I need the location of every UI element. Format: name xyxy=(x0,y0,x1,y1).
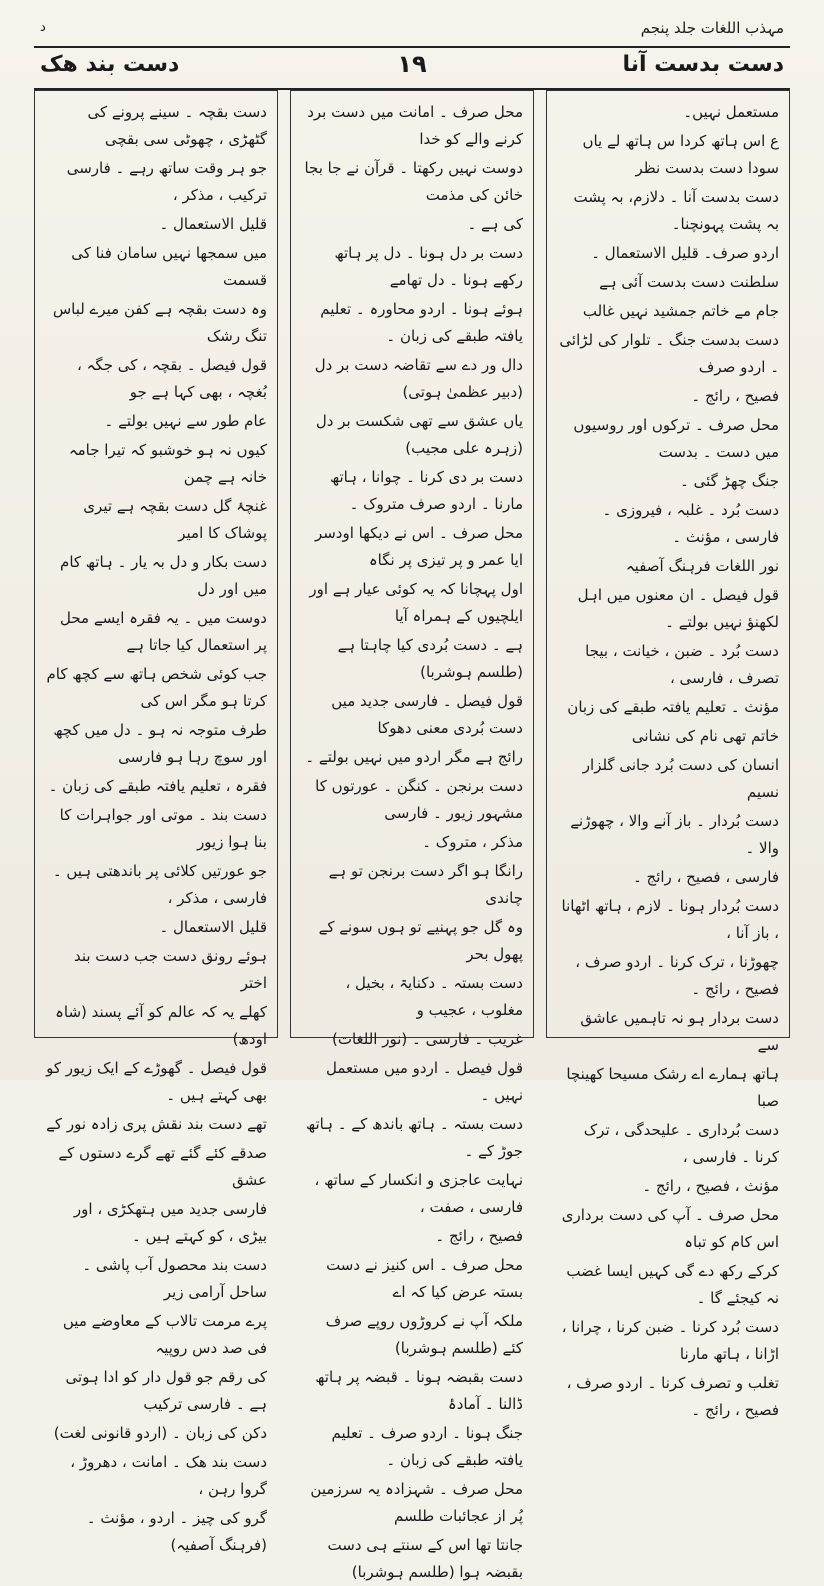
column-line: تھے دست بند نقش پری زادہ نور کے xyxy=(46,1115,267,1133)
column-line: محل صرف ۔ اس نے دیکھا اودسر ایا عمر و پر تیزی پر نگاہ xyxy=(314,524,523,569)
columns xyxy=(34,90,790,1581)
column-line: انسان کی دست بُرد جانی گلزار نسیم xyxy=(582,756,779,801)
column-line: مؤنث ۔ تعلیم یافتہ طبقے کی زبان xyxy=(567,698,779,716)
column-line: غنچۂ گل دست بقچہ ہے تیری پوشاک کا امیر xyxy=(83,497,267,542)
column-line: محل صرف ۔ ترکوں اور روسیوں میں دست ۔ بدست xyxy=(573,416,779,461)
column-line: تغلب و تصرف کرنا ۔ اردو صرف ، فصیح ، رائج ۔ xyxy=(566,1374,779,1419)
column-line: قول فیصل ۔ گھوڑے کے ایک زیور کو بھی کہتے ہیں ۔ xyxy=(46,1059,267,1104)
column-line: اول پہچانا کہ یہ کوئی عیار ہے اور ایلچیوں کے ہمراہ آیا xyxy=(309,580,523,625)
column-line: دکن کی زبان ۔ (اردو قانونی لغت) xyxy=(53,1424,267,1442)
column-line: دست بر دی کرنا ۔ چوانا ، ہاتھ مارنا ۔ اردو صرف متروک ۔ xyxy=(330,468,523,513)
page-number: ١٩ xyxy=(397,50,427,78)
column-line: دست بکار و دل بہ یار ۔ ہاتھ کام میں اور دل xyxy=(60,553,267,598)
column-line: دست بُردار ۔ باز آنے والا ، چھوڑنے والا ۔ xyxy=(570,812,779,857)
column-line: طرف متوجہ نہ ہو ۔ دل میں کچھ اور سوچ رہا ہو فارسی xyxy=(53,721,267,766)
column-right xyxy=(546,90,790,1419)
column-line: سلطنت دست بدست آئی ہے xyxy=(599,273,779,291)
column-line: قلیل الاستعمال ۔ xyxy=(159,215,267,233)
column-line: دوست میں ۔ یہ فقرہ ایسے محل پر استعمال کیا جاتا ہے xyxy=(60,609,267,654)
column-line: اردو صرف۔ قلیل الاستعمال ۔ xyxy=(591,244,779,262)
column-line: پرے مرمت تالاب کے معاوضے میں فی صد دس روپیہ xyxy=(62,1312,267,1357)
column-line: قلیل الاستعمال ۔ xyxy=(159,918,267,936)
column-line: محل صرف ۔ آپ کی دست برداری اس کام کو تباہ xyxy=(561,1206,779,1251)
column-line: دست بُرد کرنا ۔ ضبن کرنا ، چرانا ، اڑانا ، ہاتھ مارنا xyxy=(561,1318,779,1363)
column-left xyxy=(34,90,278,1554)
column-line: گرو کی چیز ۔ اردو ، مؤنث ۔ (فرہنگ آصفیہ) xyxy=(86,1509,267,1554)
last-headword: دست بند ھک xyxy=(40,52,180,77)
column-line: دست بستہ ۔ دکنایۃ ، بخیل ، مغلوب ، عجیب و xyxy=(345,974,523,1019)
column-line: فارسی جدید میں ہتھکڑی ، اور بیڑی ، کو کہتے ہیں ۔ xyxy=(73,1200,267,1245)
column-line: نور اللغات فرہنگ آصفیہ xyxy=(625,557,779,575)
journal-title: مہذب اللغات جلد پنجم xyxy=(640,19,784,37)
column-line: کی رقم جو قول دار کو ادا ہوتی ہے ۔ فارسی ترکیب xyxy=(65,1368,267,1413)
column-line: کرکے رکھ دے گی کہیں ایسا غضب نہ کیجئے گا ۔ xyxy=(566,1262,779,1307)
column-line: میں سمجھا نہیں سامان فنا کی قسمت xyxy=(71,244,267,289)
column-line: فقرہ ، تعلیم یافتہ طبقے کی زبان ۔ xyxy=(48,777,267,795)
column-line: دست بند ۔ موتی اور جواہرات کا بنا ہوا زیور xyxy=(59,806,267,851)
column-line: جنگ ہونا ۔ اردو صرف ۔ تعلیم یافتہ طبقے کی زبان ۔ xyxy=(331,1424,523,1469)
column-line: عام طور سے نہیں بولتے ۔ xyxy=(104,412,267,430)
column-line: محل صرف ۔ اس کنیز نے دست بستہ عرض کیا کہ اے xyxy=(326,1256,523,1301)
column-line: مستعمل نہیں۔ xyxy=(683,103,779,121)
running-head xyxy=(40,14,784,42)
column-line: مذکر ، متروک ۔ xyxy=(422,833,523,851)
column-line: رائج ہے مگر اردو میں نہیں بولتے ۔ xyxy=(305,748,523,766)
column-line: دست بُرد ۔ ضبن ، خیانت ، بیجا تصرف ، فارسی ، xyxy=(585,642,779,687)
column-line: دست بُرداری ۔ علیحدگی ، ترک کرنا ۔ فارسی ، xyxy=(583,1121,779,1166)
column-line: دوست نہیں رکھتا ۔ قرآن نے جا بجا خائن کی مذمت xyxy=(304,159,523,204)
column-line: صدقے کئے گئے تھے گرے دستوں کے عشق xyxy=(58,1144,267,1189)
column-line: جنگ چھڑ گئی ۔ xyxy=(680,472,779,490)
column-line: دست بدست جنگ ۔ تلوار کی لڑائی ۔ اردو صرف xyxy=(559,331,779,376)
column-line: قول فیصل ۔ بقچہ ، کی جگہ ، بُغچہ ، بھی کہا ہے جو xyxy=(77,356,267,401)
column-line: رانگا ہو اگر دست برنجن تو ہے چاندی xyxy=(328,862,523,907)
column-line: دست بُردار ہونا ۔ لازم ، ہاتھ اٹھانا ، باز آنا ، xyxy=(561,897,779,942)
column-line: وہ گل جو پہنیے تو ہوں سونے کے پھول بحر xyxy=(318,918,523,963)
column-line: دست بقبضہ ہونا ۔ قبضہ پر ہاتھ ڈالنا ۔ آمادۂ xyxy=(315,1368,523,1413)
column-line: دست بدست آنا ۔ دلازم، بہ پشت بہ پشت پہونچنا۔ xyxy=(573,188,779,233)
column-line: ملکہ آپ نے کروڑوں روپے صرف کئے (طلسم ہوشربا) xyxy=(325,1312,523,1357)
column-line: ہوئے ہونا ۔ اردو محاورہ ۔ تعلیم یافتہ طبقے کی زبان ۔ xyxy=(320,300,523,345)
column-line: یاں عشق سے تھی شکست بر دل (زہرہ علی مجیب) xyxy=(315,412,523,457)
column-line: جو ہر وقت ساتھ رہے ۔ فارسی ترکیب ، مذکر ، xyxy=(66,159,267,204)
column-line: دست بند محصول آب پاشی ۔ ساحل آرامی زیر xyxy=(82,1256,267,1301)
column-line: محل صرف ۔ شہزادہ یہ سرزمین پُر از عجائبات طلسم xyxy=(310,1480,523,1525)
first-headword: دست بدست آنا xyxy=(622,52,784,77)
column-line: خاتم تھی نام کی نشانی xyxy=(631,727,779,745)
column-line: کھلے یہ کہ عالم کو آئے پسند (شاہ اودھ) xyxy=(55,1003,267,1048)
column-line: دست بقچہ ۔ سینے پرونے کی گٹھڑی ، چھوٹی سی بقچی xyxy=(87,103,267,148)
column-line: مؤنث ، فصیح ، رائج ۔ xyxy=(642,1177,779,1195)
column-line: قول فیصل ۔ ان معنوں میں اہل لکھنؤ نہیں بولتے ۔ xyxy=(577,586,779,631)
column-line: دست بر دل ہونا ۔ دل پر ہاتھ رکھے ہونا ۔ دل تھامے xyxy=(334,244,523,289)
column-line: وہ دست بقچہ ہے کفن میرے لباس تنگ رشک xyxy=(52,300,267,345)
column-line: جو عورتیں کلائی پر باندھتی ہیں ۔ فارسی ، مذکر ، xyxy=(52,862,267,907)
column-line: دست بُرد ۔ غلبہ ، فیروزی ۔ فارسی ، مؤنث ۔ xyxy=(602,501,779,546)
header-band xyxy=(34,46,790,90)
column-line: غریب ۔ فارسی ۔ (نور اللغات) xyxy=(331,1030,523,1048)
column-line: محل صرف ۔ امانت میں دست برد کرنے والے کو خدا xyxy=(307,103,523,148)
column-line: جام مے خاتم جمشید نہیں غالب xyxy=(582,302,779,320)
column-line: دست بستہ ۔ ہاتھ باندھ کے ۔ ہاتھ جوڑ کے ۔ xyxy=(305,1115,523,1160)
column-line: کی ہے ۔ xyxy=(467,215,523,233)
column-line: ہاتھ ہمارے اے رشک مسیحا کھینچا صبا xyxy=(566,1065,779,1110)
column-line: دست بند ھک ۔ امانت ، دھروڑ ، گروا رہن ، xyxy=(70,1453,267,1498)
column-line: قول فیصل ۔ اردو میں مستعمل نہیں ۔ xyxy=(325,1059,523,1104)
column-line: فصیح ، رائج ۔ xyxy=(435,1227,523,1245)
column-line: ہے ۔ دست بُردی کیا چاہتا ہے (طلسم ہوشربا) xyxy=(337,636,523,681)
folio-mark: د xyxy=(40,20,46,35)
column-line: نہایت عاجزی و انکسار کے ساتھ ، فارسی ، صفت ، xyxy=(314,1171,523,1216)
column-line: کیوں نہ ہو خوشبو کہ تیرا جامہ خانہ ہے چمن xyxy=(68,441,267,486)
column-line: دال ور دے سے تقاضہ دست بر دل (دبیر عظمیٰ ہوتی) xyxy=(314,356,523,401)
column-line: دست برنجن ۔ کنگن ۔ عورتوں کا مشہور زیور ۔ فارسی xyxy=(315,777,523,822)
column-line: جانتا تھا اس کے سنتے ہی دست بقبضہ ہوا (طلسم ہوشربا) xyxy=(327,1536,523,1581)
column-line: دست بردار ہو نہ تاہمیں عاشق سے xyxy=(580,1009,779,1054)
column-line: فارسی ، فصیح ، رائج ۔ xyxy=(632,868,779,886)
column-middle xyxy=(290,90,534,1581)
column-line: جب کوئی شخص ہاتھ سے کچھ کام کرتا ہو مگر اس کی xyxy=(46,665,267,710)
column-line: فصیح ، رائج ۔ xyxy=(691,387,779,405)
column-line: ہوئے رونق دست جب دست بند اختر xyxy=(73,947,267,992)
column-line: چھوڑنا ، ترک کرنا ۔ اردو صرف ، فصیح ، رائج ۔ xyxy=(575,953,779,998)
column-line: قول فیصل ۔ فارسی جدید میں دست بُردی معنی دھوکا xyxy=(331,692,523,737)
column-line: ع اس ہاتھ کردا س ہاتھ لے یاں سودا دست بدست نظر xyxy=(582,132,779,177)
